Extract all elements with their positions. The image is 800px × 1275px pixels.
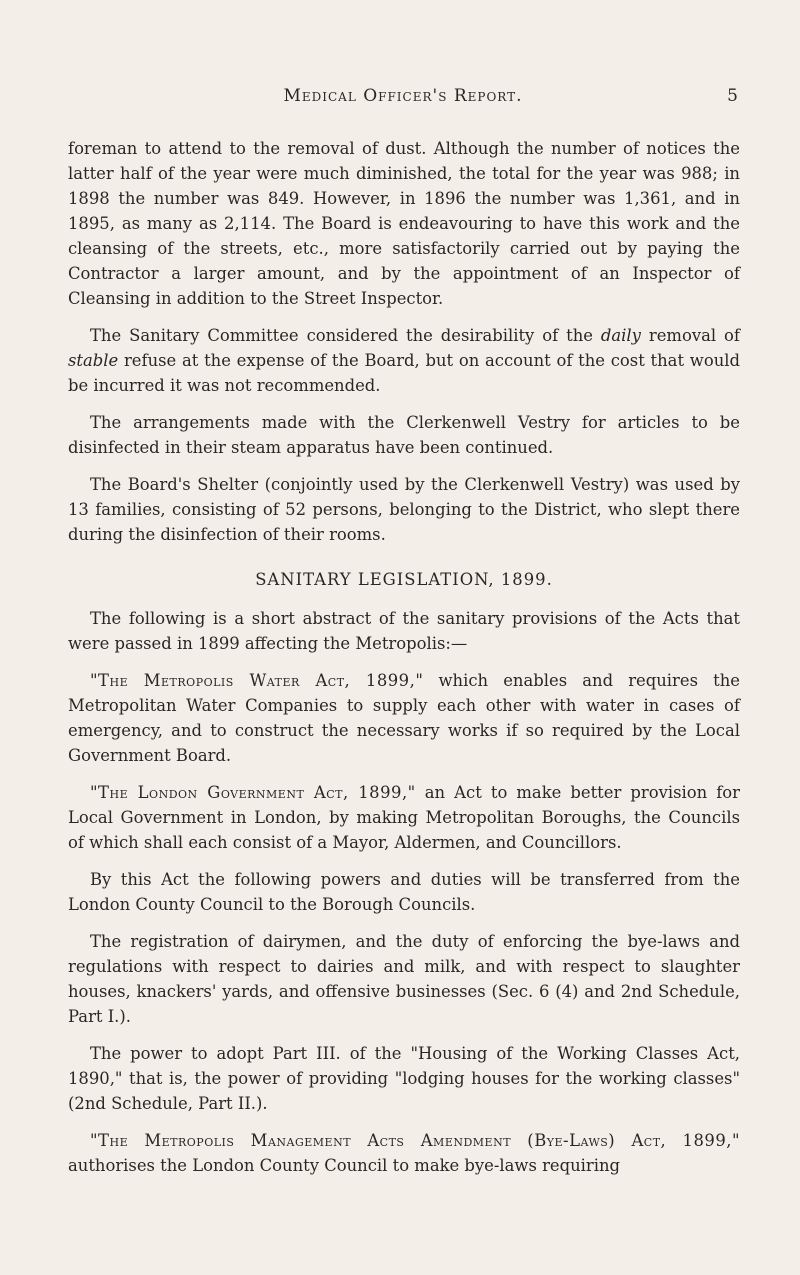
paragraph-bye-laws-act: "The Metropolis Management Acts Amendment (Bye-Laws) Act, 1899," authorises the London County Council to make bye-laws requiring (68, 1131, 740, 1175)
body-text (68, 136, 740, 1190)
paragraph-stable-refuse: The Sanitary Committee considered the desirability of the daily removal of stable refuse at the expense of the Board, but on account of the cost that would be incurred it was not recommended. (68, 326, 740, 395)
paragraph-london-government-act: "The London Government Act, 1899," an Act to make better provision for Local Government in London, by making Metropolitan Boroughs, the Councils of which shall each consist of a Mayor, Aldermen, and Councillors. (68, 783, 740, 852)
act-title-bye-laws: "The Metropolis Management Acts Amendment (Bye-Laws) Act, 1899," (90, 1131, 740, 1150)
page-number: 5 (727, 86, 738, 106)
section-heading: SANITARY LEGISLATION, 1899. (255, 570, 553, 589)
emphasis-stable: stable (68, 351, 119, 370)
paragraph-powers-transferred: By this Act the following powers and duties will be transferred from the London County Council to the Borough Councils. (68, 870, 740, 914)
running-title: Medical Officer's Report. (283, 86, 523, 106)
paragraph-disinfection: The arrangements made with the Clerkenwell Vestry for articles to be disinfected in their steam apparatus have been continued. (68, 413, 740, 457)
page-header (68, 86, 738, 110)
paragraph-shelter: The Board's Shelter (conjointly used by the Clerkenwell Vestry) was used by 13 families, consisting of 52 persons, belonging to the District, who slept there during the disinfection of their rooms. (68, 475, 740, 544)
act-title-water: "The Metropolis Water Act, 1899," (90, 671, 424, 690)
act-title-london-government: "The London Government Act, 1899," (90, 783, 416, 802)
paragraph-abstract-intro: The following is a short abstract of the sanitary provisions of the Acts that were passed in 1899 affecting the Metropolis:— (68, 609, 740, 653)
emphasis-daily: daily (600, 326, 641, 345)
paragraph-registration: The registration of dairymen, and the duty of enforcing the bye-laws and regulations with respect to dairies and milk, and with respect to slaughter houses, knackers' yards, and offensive businesses (Sec. 6 (4) and 2nd Schedule, Part I.). (68, 932, 740, 1026)
paragraph-continuation: foreman to attend to the removal of dust. Although the number of notices the latter half of the year were much diminished, the total for the year was 988; in 1898 the number was 849. However, in 1896 the number was 1,361, and in 1895, as many as 2,114. The Board is endeavouring to have this work and the cleansing of the streets, etc., more satisfactorily carried out by paying the Contractor a larger amount, and by the appointment of an Inspector of Cleansing in addition to the Street Inspector. (68, 139, 740, 308)
paragraph-water-act: "The Metropolis Water Act, 1899," which enables and requires the Metropolitan Water Companies to supply each other with water in cases of emergency, and to construct the necessary works if so required by the Local Government Board. (68, 671, 740, 765)
paragraph-housing-power: The power to adopt Part III. of the "Housing of the Working Classes Act, 1890," that is, the power of providing "lodging houses for the working classes" (2nd Schedule, Part II.). (68, 1044, 740, 1113)
